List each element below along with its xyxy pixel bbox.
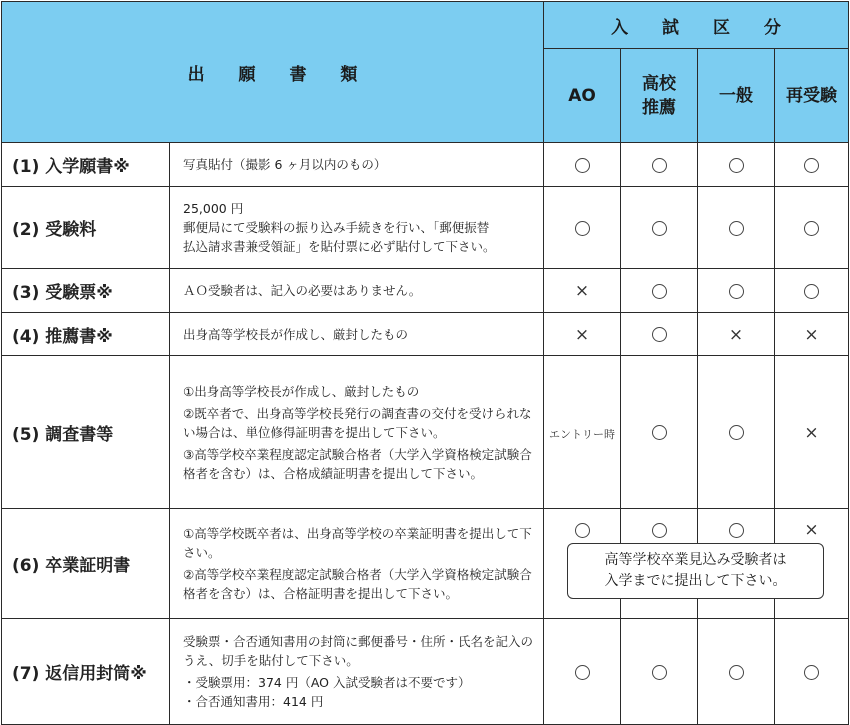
mark-retake <box>775 619 849 725</box>
mark-ao <box>544 313 621 356</box>
table-row <box>2 187 849 269</box>
mark-general <box>698 356 775 509</box>
mark-ao <box>544 143 621 187</box>
mark-retake <box>775 356 849 509</box>
mark-ao <box>544 269 621 313</box>
row-description: 写真貼付（撮影 6 ヶ月以内のもの） <box>170 143 544 187</box>
circle-mark-icon <box>575 523 590 538</box>
note-line: 高等学校卒業見込み受験者は <box>604 552 787 568</box>
cross-mark: × <box>804 422 819 443</box>
circle-mark-icon <box>575 158 590 173</box>
mark-general <box>698 619 775 725</box>
row-description: 受験票・合否通知書用の封筒に郵便番号・住所・氏名を記入のうえ、切手を貼付して下さい。 ・受験票用：374 円（AO 入試受験者は不要です） ・合否通知書用：414 円 <box>170 619 544 725</box>
mark-recommendation <box>621 269 698 313</box>
mark-ao <box>544 356 621 509</box>
circle-mark-icon <box>729 284 744 299</box>
mark-retake <box>775 269 849 313</box>
row-category: (6) 卒業証明書 <box>2 509 170 619</box>
admission-documents-table <box>1 1 849 725</box>
table-row <box>2 269 849 313</box>
table-row <box>2 356 849 509</box>
mark-recommendation <box>621 313 698 356</box>
row-description: ＡＯ受験者は、記入の必要はありません。 <box>170 269 544 313</box>
row-category: (1) 入学願書※ <box>2 143 170 187</box>
mark-recommendation <box>621 143 698 187</box>
circle-mark-icon <box>804 158 819 173</box>
row-description: ①出身高等学校長が作成し、厳封したもの ②既卒者で、出身高等学校長発行の調査書の交付を受けられない場合は、単位修得証明書を提出して下さい。 ③高等学校卒業程度認定試験合格者（大学入学資格検定試験合格者を含む）は、合格成績証明書を提出して下さい。 <box>170 356 544 509</box>
circle-mark-icon <box>652 425 667 440</box>
mark-general <box>698 269 775 313</box>
circle-mark-icon <box>729 158 744 173</box>
circle-mark-icon <box>652 221 667 236</box>
row-category: (7) 返信用封筒※ <box>2 619 170 725</box>
circle-mark-icon <box>652 327 667 342</box>
mark-general <box>698 187 775 269</box>
mark-general <box>698 313 775 356</box>
row-description: ①高等学校既卒者は、出身高等学校の卒業証明書を提出して下さい。 ②高等学校卒業程度認定試験合格者（大学入学資格検定試験合格者を含む）は、合格証明書を提出して下さい。 <box>170 509 544 619</box>
circle-mark-icon <box>652 523 667 538</box>
circle-mark-icon <box>652 665 667 680</box>
row-category: (5) 調査書等 <box>2 356 170 509</box>
circle-mark-icon <box>729 221 744 236</box>
exam-type-header: 入 試 区 分 <box>544 2 849 49</box>
mark-retake <box>775 143 849 187</box>
row-category: (3) 受験票※ <box>2 269 170 313</box>
circle-mark-icon <box>804 284 819 299</box>
mark-ao <box>544 619 621 725</box>
table-row <box>2 619 849 725</box>
note-line: 入学までに提出して下さい。 <box>604 573 787 589</box>
mark-general <box>698 143 775 187</box>
column-header-ao: AO <box>544 49 621 143</box>
table-row <box>2 143 849 187</box>
documents-header: 出 願 書 類 <box>2 2 544 143</box>
circle-mark-icon <box>729 523 744 538</box>
cross-mark: × <box>574 324 590 345</box>
row-category: (4) 推薦書※ <box>2 313 170 356</box>
mark-recommendation <box>621 619 698 725</box>
mark-ao <box>544 187 621 269</box>
table-row <box>2 313 849 356</box>
circle-mark-icon <box>575 221 590 236</box>
column-header-school-recommendation: 高校 推薦 <box>621 49 698 143</box>
circle-mark-icon <box>652 284 667 299</box>
cross-mark: × <box>574 281 590 301</box>
entry-time-label: エントリー時 <box>549 427 616 441</box>
graduation-expected-note <box>567 543 824 599</box>
row-category: (2) 受験料 <box>2 187 170 269</box>
column-header-retake: 再受験 <box>775 49 849 143</box>
row-description: 出身高等学校長が作成し、厳封したもの <box>170 313 544 356</box>
admission-documents-table-wrapper <box>1 1 848 723</box>
cross-mark: × <box>804 520 819 540</box>
column-header-general: 一般 <box>698 49 775 143</box>
cross-mark: × <box>804 324 819 345</box>
circle-mark-icon <box>575 665 590 680</box>
mark-retake <box>775 187 849 269</box>
mark-recommendation <box>621 356 698 509</box>
mark-retake <box>775 313 849 356</box>
circle-mark-icon <box>729 425 744 440</box>
circle-mark-icon <box>804 221 819 236</box>
circle-mark-icon <box>729 665 744 680</box>
row-description: 25,000 円 郵便局にて受験料の振り込み手続きを行い、「郵便振替 払込請求書兼受領証」を貼付票に必ず貼付して下さい。 <box>170 187 544 269</box>
circle-mark-icon <box>652 158 667 173</box>
cross-mark: × <box>728 324 744 345</box>
mark-recommendation <box>621 187 698 269</box>
circle-mark-icon <box>804 665 819 680</box>
